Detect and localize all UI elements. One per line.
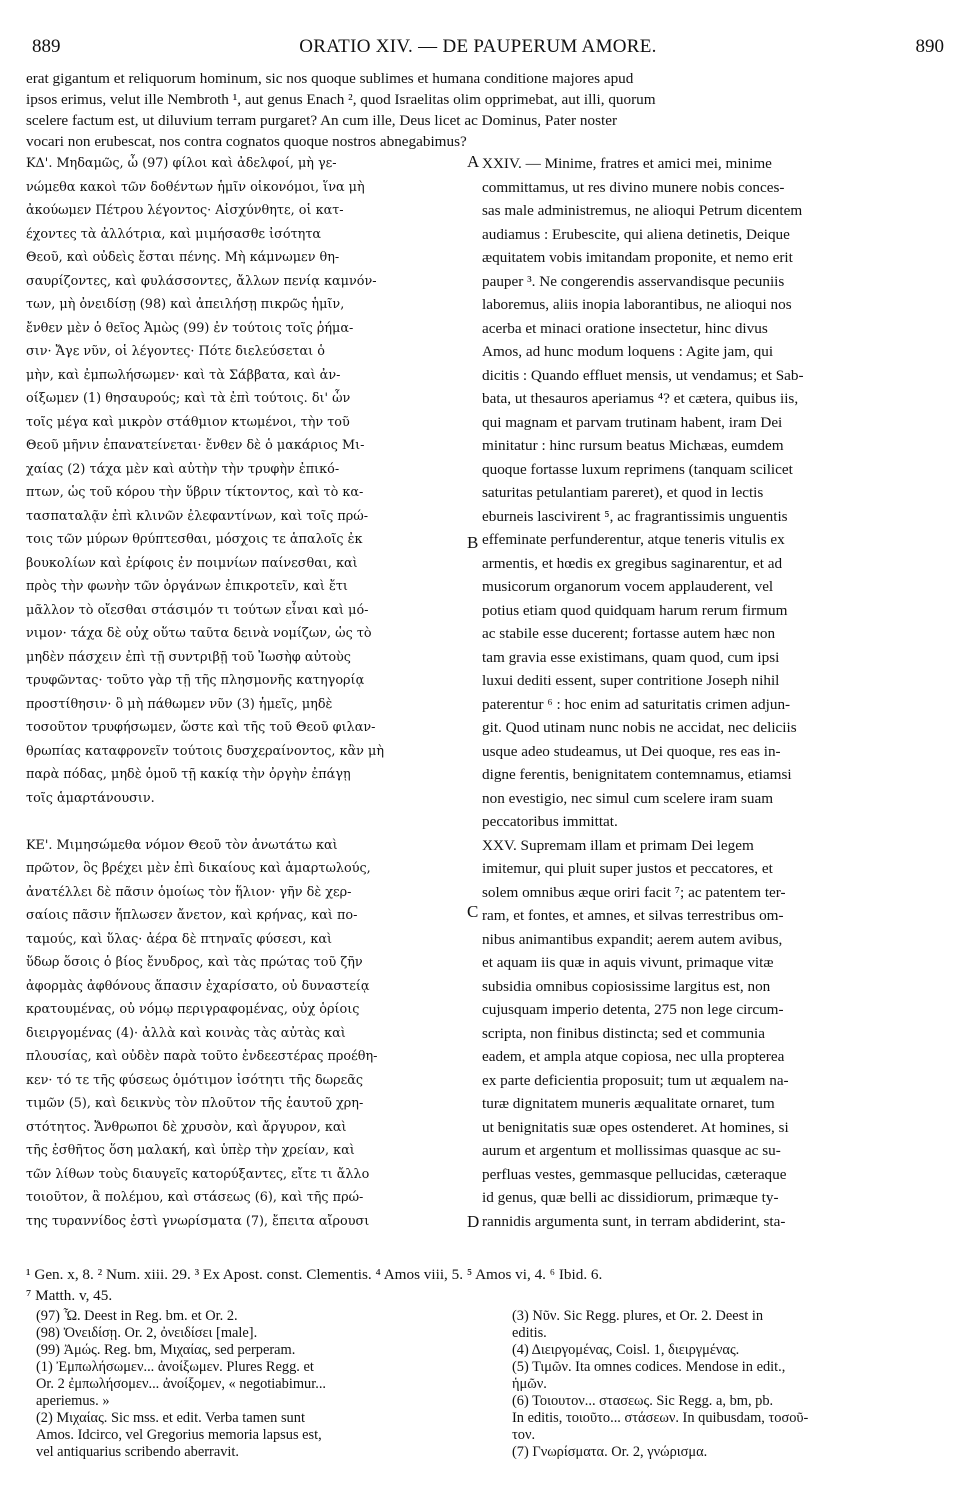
latin-line: rannidis argumenta sunt, in terram abdiderint, sta-	[482, 1212, 786, 1230]
note-line: (6) Τοιουτον... στασεως. Sic Regg. a, bm, pb.	[512, 1393, 774, 1409]
footnote-line-2: ⁷ Matth. v, 45.	[26, 1287, 113, 1304]
greek-line	[26, 810, 466, 834]
latin-line: subsidia omnibus copiosissime largitus est, non	[482, 977, 771, 995]
latin-line: git. Quod utinam nunc nobis ne accidat, nec deliciis	[482, 719, 797, 736]
intro-line: ipsos erimus, velut ille Nembroth ¹, aut genus Enach ², quod Israelitas olim opprimebat, aut illi, quorum	[26, 91, 656, 108]
latin-line: ram, et fontes, et amnes, et silvas terrestribus om-	[482, 907, 784, 924]
latin-line: scripta, non finibus distincta; sed et communia	[482, 1024, 766, 1042]
greek-line: τῆς ἐσθῆτος ὅση μαλακή, καὶ ὑπὲρ τὴν χρείαν, καὶ	[26, 1143, 355, 1158]
greek-line: χαίας (2) τάχα μὲν καὶ αὐτὴν τὴν τρυφὴν ἐπικό-	[26, 461, 340, 477]
notes-right-column	[512, 1308, 932, 1461]
note-line: Or. 2 ἐμπωλήσομεν... ἀνοίξομεν, « negotiabimur...	[36, 1376, 327, 1392]
latin-line: æquitatem vobis imitandam proponite, et nemo erit	[482, 249, 793, 266]
greek-line: τῶν λίθων τοὺς διαυγεῖς κατορύξαντες, εἴτε τι ἄλλο	[26, 1166, 370, 1182]
latin-line: turæ dignitatem muneris æqualitate ornaret, tum	[482, 1095, 775, 1112]
footnotes	[26, 1264, 930, 1306]
latin-line: dicitis : Quando effluet mensis, ut vendamus; et Sab-	[482, 366, 804, 384]
note-line: (99) Ἀμώς. Reg. bm, Μιχαίας, sed perperam.	[36, 1342, 296, 1358]
margin-letter-c: C	[467, 902, 479, 921]
greek-line: μὴν, καὶ ἐμπωλήσωμεν· καὶ τὰ Σάββατα, καὶ ἀν-	[26, 367, 341, 383]
latin-line: sas male administremus, ne alioqui Petrum dicentem	[482, 202, 803, 219]
greek-line: νώμεθα κακοὶ τῶν δοθέντων ἡμῖν οἰκονόμοι, ἵνα μὴ	[26, 179, 365, 195]
greek-line: βουκολίων καὶ ἐρίφοις ἐν ποιμνίων παίνεσθαι, καὶ	[26, 555, 358, 571]
greek-line: μᾶλλον τὸ οἴεσθαι στάσιμόν τι τούτων εἶναι καὶ μό-	[26, 602, 369, 618]
intro-line: vocari non erubescat, nos contra cognatos quoque nostros abnegabimus?	[26, 133, 467, 150]
note-line: Amos. Idcirco, vel Gregorius memoria lapsus est,	[36, 1427, 322, 1443]
greek-line: σιν· Ἄγε νῦν, οἱ λέγοντες· Πότε διελεύσεται ὁ	[26, 344, 325, 359]
latin-line: id genus, quæ belli ac dissidiorum, primæque ty-	[482, 1189, 779, 1206]
latin-line: effeminate perfunderentur, atque teneris vitulis ex	[482, 531, 785, 548]
latin-line: pauper ³. Ne congerendis asservandisque pecuniis	[482, 272, 785, 290]
greek-line: τιμῶν (5), καὶ δεικνὺς τὸν πλοῦτον τῆς ἑαυτοῦ χρη-	[26, 1096, 364, 1111]
latin-line: quoque fortasse luxum reprimens (tanquam scilicet	[482, 460, 793, 478]
latin-line: minitatur : hinc rursum beatus Michæas, eumdem	[482, 437, 784, 454]
latin-line: perfluas vestes, gemmasque pellucidas, cæteraque	[482, 1165, 787, 1183]
greek-line: μηδὲν πάσχειν ἐπὶ τῇ συντριβῇ τοῦ Ἰωσὴφ αὐτοὺς	[26, 649, 351, 665]
latin-line: luxui dediti essent, super contritione Joseph nihil	[482, 672, 780, 689]
greek-line: ἀκούωμεν Πέτρου λέγοντος· Αἰσχύνθητε, οἱ κατ-	[26, 203, 344, 218]
greek-line: πρὸς τὴν φωνὴν τῶν ὀργάνων ἐπικροτεῖν, καὶ ἔτι	[26, 579, 348, 594]
greek-line: παρὰ πόδας, μηδὲ ὁμοῦ τῇ κακίᾳ τὴν ὀργὴν ἐπάγῃ	[26, 767, 351, 782]
latin-line: nibus animantibus expandit; aerem autem avibus,	[482, 930, 783, 948]
latin-line: solem omnibus æque oriri facit ⁷; ac patentem ter-	[482, 883, 786, 901]
greek-line: τρυφῶντας· τοῦτο γὰρ τῇ τῆς πλησμονῆς κατηγορίᾳ	[26, 673, 365, 688]
latin-line: cujusquam imperio detenta, 275 non lege circum-	[482, 1001, 784, 1018]
latin-line: tam gravia esse existimans, quam quod, cum ipsi	[482, 648, 780, 666]
latin-line: paterentur ⁶ : hoc enim ad saturitatis crimen adjun-	[482, 695, 791, 713]
latin-line: digne ferentis, benignitatem contemnamus, etiamsi	[482, 766, 792, 783]
latin-line: non evestigio, nec simul cum scelere iram suam	[482, 789, 774, 807]
latin-line: qui magnam et parvam trutinam habent, iram Dei	[482, 413, 783, 431]
greek-line: κρατουμένας, οὐ νόμῳ περιγραφομένας, οὐχ ὁρίοις	[26, 1002, 360, 1017]
latin-line: peccatoribus immittat.	[482, 813, 618, 830]
greek-line: ὕδωρ ὅσοις ὁ βίος ἔνυδρος, καὶ τὰς πρώτας τοῦ ζῆν	[26, 955, 363, 970]
latin-line: audiamus : Erubescite, qui aliena detinetis, Deique	[482, 225, 790, 243]
latin-line: XXIV. — Minime, fratres et amici mei, minime	[482, 155, 772, 172]
greek-line: ἀφορμὰς ἀφθόνους ἅπασιν ἐχαρίσατο, οὐ δυναστείᾳ	[26, 978, 370, 994]
page	[26, 36, 944, 1460]
greek-line: στότητος. Ἄνθρωποι δὲ χρυσὸν, καὶ ἄργυρον, καὶ	[26, 1119, 347, 1135]
greek-line: ταμούς, καὶ ὕλας· ἀέρα δὲ πτηναῖς φύσεσι, καὶ	[26, 931, 333, 947]
latin-line: et aquam iis quæ in aquis vivunt, primaque vitæ	[482, 954, 774, 971]
note-line: τον.	[512, 1427, 536, 1443]
note-line: (98) Ὀνειδίσῃ. Or. 2, ὀνειδίσει [male].	[36, 1325, 258, 1341]
latin-line: eburneis lascivirent ⁵, ac fragrantissimis unguentis	[482, 507, 788, 525]
latin-line: eadem, et ampla atque copiosa, nec ulla propterea	[482, 1048, 785, 1065]
latin-line: committamus, ut res divino munere nobis conces-	[482, 178, 785, 196]
intro-paragraph	[26, 68, 930, 152]
greek-line: πλουσίας, καὶ οὐδὲν παρὰ τοῦτο ἐνδεεστέρας προέθη-	[26, 1049, 378, 1064]
latin-line: laboremus, aliis inopia laborantibus, ne alioqui nos	[482, 296, 792, 313]
greek-line: ΚΔ'. Μηδαμῶς, ὦ (97) φίλοι καὶ ἀδελφοί, μὴ γε-	[26, 156, 337, 171]
note-line: (1) Ἐμπωλήσωμεν... ἀνοίξωμεν. Plures Regg. et	[36, 1359, 314, 1375]
latin-line: ut benignitatis suæ opes ostenderet. At homines, si	[482, 1118, 789, 1136]
latin-line: ac stabile esse ducerent; fortasse autem hæc non	[482, 625, 776, 642]
latin-line: musicorum organorum vocem applauderent, vel	[482, 578, 774, 595]
note-line: editis.	[512, 1325, 547, 1341]
latin-line: aurum et argentum et mollissimas quasque ac su-	[482, 1142, 781, 1159]
note-line: (3) Νῦν. Sic Regg. plures, et Or. 2. Deest in	[512, 1308, 764, 1324]
greek-line: ἀνατέλλει δὲ πᾶσιν ὁμοίως τὸν ἥλιον· γῆν δὲ χερ-	[26, 884, 352, 900]
greek-line: θρωπίας καταφρονεῖν τούτοις δυσχεραίνοντος, κἂν μὴ	[26, 743, 384, 759]
latin-line: Amos, ad hunc modum loquens : Agite jam, qui	[482, 343, 774, 360]
note-line: In editis, τοιοῦτο... στάσεων. In quibusdam, τοσοῦ-	[512, 1410, 809, 1426]
greek-line: τοιοῦτον, ἃ πολέμου, καὶ στάσεως (6), καὶ τῆς πρώ-	[26, 1190, 364, 1205]
greek-line: της τυραννίδος ἐστὶ γνωρίσματα (7), ἔπειτα αἴρουσι	[26, 1213, 370, 1229]
margin-letter-b: B	[467, 533, 479, 552]
margin-letter-d: D	[467, 1212, 480, 1231]
greek-line: Θεοῦ μῆνιν ἐπανατείνεται· ἔνθεν δὲ ὁ μακάριος Μι-	[26, 438, 365, 453]
latin-line: XXV. Supremam illam et primam Dei legem	[482, 836, 754, 854]
greek-line: τοις τῶν μύρων θρύπτεσθαι, μόσχοις τε ἁπαλοῖς ἐκ	[26, 532, 363, 547]
margin-letter-a: A	[467, 152, 480, 171]
running-header	[26, 36, 944, 62]
greek-line: ΚΕ'. Μιμησώμεθα νόμον Θεοῦ τὸν ἀνωτάτω καὶ	[26, 837, 338, 853]
greek-line: προστίθησιν· ὃ μὴ πάθωμεν νῦν (3) ἡμεῖς, μηδὲ	[26, 696, 333, 712]
greek-line: σαίοις πᾶσιν ἥπλωσεν ἄνετον, καὶ κρήνας, καὶ πο-	[26, 908, 358, 923]
greek-line: τοσοῦτον τρυφήσωμεν, ὥστε καὶ τῆς τοῦ Θεοῦ φιλαν-	[26, 720, 376, 735]
intro-line: erat gigantum et reliquorum hominum, sic nos quoque sublimes et humana conditione majores apud	[26, 70, 634, 87]
greek-line: πτων, ὡς τοῦ κόρου τὴν ὕβριν τίκτοντος, καὶ τὸ κα-	[26, 485, 364, 500]
note-line: (4) Διειργομένας, Coisl. 1, διειργμένας.	[512, 1342, 740, 1358]
latin-line: saturitas petulantiam pareret), et quod in lectis	[482, 484, 764, 501]
page-number-left: 889	[32, 36, 61, 57]
greek-line: νιμον· τάχα δὲ οὐχ οὕτω ταῦτα δεινὰ νομίζων, ὡς τὸ	[26, 626, 372, 641]
greek-line: διειργομένας (4)· ἀλλὰ καὶ κοινὰς τὰς αὐτὰς καὶ	[26, 1025, 346, 1041]
greek-line: Θεοῦ, καὶ οὐδεὶς ἔσται πένης. Μὴ κάμνωμεν θη-	[26, 250, 340, 265]
note-line: (7) Γνωρίσματα. Or. 2, γνώρισμα.	[512, 1444, 708, 1460]
note-line: (97) Ὦ. Deest in Reg. bm. et Or. 2.	[36, 1308, 238, 1324]
greek-column	[26, 152, 466, 1233]
latin-line: bata, ut thesauros aperiamus ⁴? et cætera, quibus iis,	[482, 390, 799, 407]
notes-left-column	[36, 1308, 476, 1461]
latin-line: acerba et minaci oratione insectetur, hinc divus	[482, 319, 768, 337]
page-number-right: 890	[915, 36, 944, 57]
latin-line: potius etiam quod quidquam harum rerum firmum	[482, 601, 788, 619]
latin-line: ex parte deficientia proposuit; tum ut æqualem na-	[482, 1071, 789, 1089]
greek-line: πρῶτον, ὃς βρέχει μὲν ἐπὶ δικαίους καὶ ἁμαρτωλούς,	[26, 861, 371, 876]
greek-line: σαυρίζοντες, καὶ φυλάσσοντες, ἄλλων πενίᾳ καμνόν-	[26, 273, 377, 289]
latin-line: imitemur, qui pluit super justos et peccatores, et	[482, 860, 773, 877]
note-line: (5) Τιμῶν. Ita omnes codices. Mendose in edit.,	[512, 1359, 786, 1375]
greek-line: τοῖς μέγα καὶ μικρὸν στάθμιον κτωμένοι, τὴν τοῦ	[26, 414, 350, 430]
latin-line: armentis, et hœdis ex gregibus saginarentur, et ad	[482, 554, 783, 572]
note-line: ἡμῶν.	[512, 1376, 547, 1392]
greek-line: τασπαταλᾷν ἐπὶ κλινῶν ἐλεφαντίνων, καὶ τοῖς πρώ-	[26, 508, 369, 524]
latin-line: usque adeo studeamus, ut Dei quoque, res eas in-	[482, 742, 781, 760]
greek-line: των, μὴ ὀνειδίσῃ (98) καὶ ἀπειλήσῃ πικρῶς ἡμῖν,	[26, 297, 345, 312]
note-line: aperiemus. »	[36, 1393, 110, 1409]
greek-line: ἔνθεν μὲν ὁ θεῖος Ἀμὼς (99) ἐν τούτοις τοῖς ῥήμα-	[26, 320, 354, 336]
running-title: ORATIO XIV. — DE PAUPERUM AMORE.	[299, 36, 657, 57]
greek-line: κεν· τό τε τῆς φύσεως ὁμότιμον ἰσότητι τῆς δωρεᾶς	[26, 1072, 364, 1088]
footnote-line-1: ¹ Gen. x, 8. ² Num. xiii. 29. ³ Ex Apost. const. Clementis. ⁴ Amos viii, 5. ⁵ Amos vi, 4. ⁶ Ibid. 6.	[26, 1266, 603, 1283]
note-line: vel antiquarius scribendo aberravit.	[36, 1444, 239, 1460]
greek-line: τοῖς ἁμαρτάνουσιν.	[26, 790, 155, 806]
intro-line: scelere factum est, ut diluvium terram purgaret? An cum ille, Deus licet ac Dominus, Pater noster	[26, 112, 618, 129]
note-line: (2) Μιχαίας. Sic mss. et edit. Verba tamen sunt	[36, 1410, 305, 1426]
greek-line: έχοντες τὰ ἀλλότρια, καὶ μιμήσασθε ἰσότητα	[26, 226, 322, 242]
latin-column	[482, 152, 930, 1233]
greek-line: οίξωμεν (1) θησαυρούς; καὶ τὰ ἐπὶ τούτοις. δι' ὧν	[26, 391, 351, 406]
